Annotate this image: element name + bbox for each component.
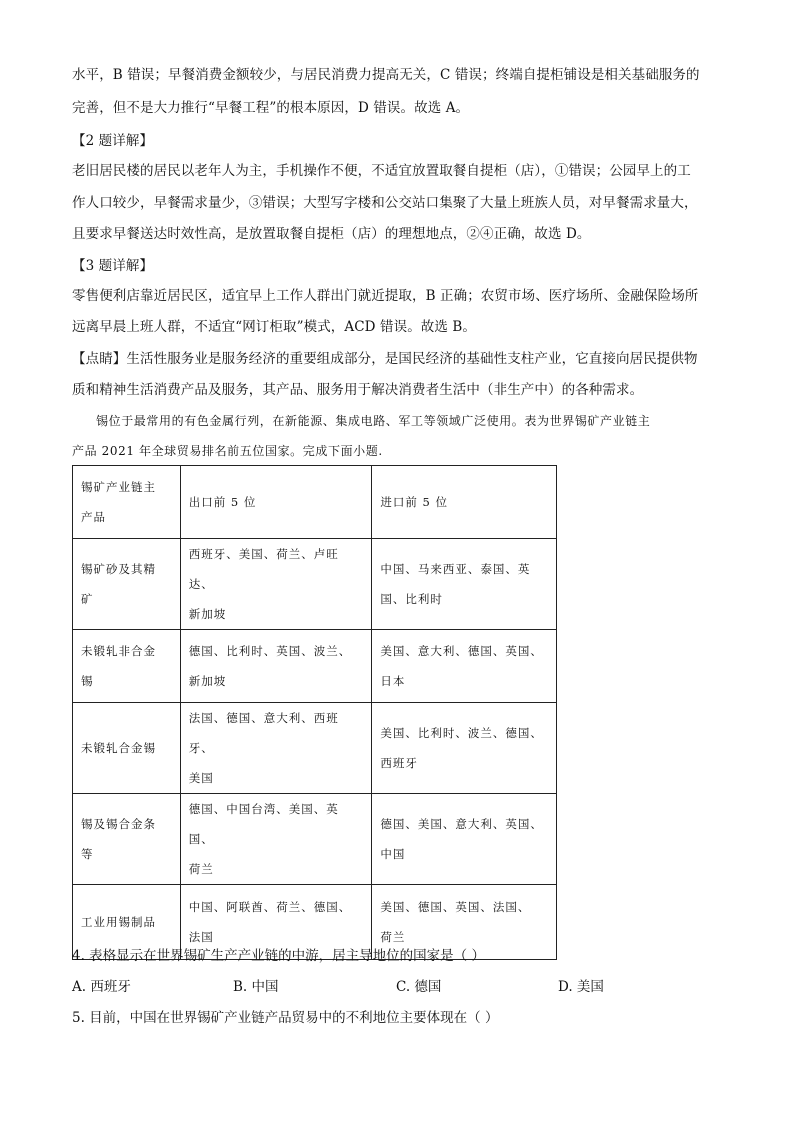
table-header-cell: 出口前 5 位 [180, 466, 372, 539]
export-cell [180, 794, 372, 885]
intro-line: 锡位于最常用的有色金属行列，在新能源、集成电路、军工等领域广泛使用。表为世界锡矿产业链主 [96, 414, 651, 428]
cell-line: 等 [81, 847, 94, 861]
question-4-options [72, 972, 632, 1002]
cell-line: 法国、德国、意大利、西班牙、 [188, 711, 339, 755]
table-header-row [73, 466, 557, 539]
cell-line: 锡矿砂及其精 [81, 562, 156, 576]
table-header-cell [73, 466, 181, 539]
cell-line: 新加坡 [188, 607, 227, 621]
cell-line: 中国、阿联酋、荷兰、德国、 [188, 900, 352, 914]
cell-line: 荷兰 [380, 930, 406, 944]
paragraph-line: 水平，B 错误；早餐消费金额较少，与居民消费力提高无关，C 错误；终端自提柜铺设是相关基础服务的 [72, 67, 700, 83]
cell-line: 西班牙、美国、荷兰、卢旺达、 [188, 547, 339, 591]
option-b[interactable]: B. 中国 [233, 979, 279, 995]
cell-line: 美国 [188, 771, 214, 785]
table-row [73, 539, 557, 630]
section-heading-q2: 【2 题详解】 [72, 133, 154, 149]
product-cell [73, 539, 181, 630]
cell-line: 中国、马来西亚、泰国、英 [380, 562, 531, 576]
cell-line: 荷兰 [188, 862, 214, 876]
question-5: 5. 目前，中国在世界锡矿产业链产品贸易中的不利地位主要体现在（ ） [72, 1010, 499, 1026]
cell-line: 中国 [380, 847, 406, 861]
option-d[interactable]: D. 美国 [558, 979, 604, 995]
product-cell: 未锻轧合金锡 [73, 703, 181, 794]
cell-line: 国、比利时 [380, 592, 443, 606]
section-heading-q3: 【3 题详解】 [72, 258, 154, 274]
export-cell [180, 630, 372, 703]
paragraph-line: 远离早晨上班人群，不适宜“网订柜取”模式，ACD 错误。故选 B。 [72, 319, 477, 335]
cell-line: 新加坡 [188, 674, 227, 688]
import-cell [372, 630, 557, 703]
product-cell: 工业用锡制品 [73, 885, 181, 960]
cell-line: 德国、中国台湾、美国、英国、 [188, 802, 339, 846]
product-cell [73, 630, 181, 703]
cell-line: 德国、美国、意大利、英国、 [380, 817, 543, 831]
cell-line: 锡及锡合金条 [81, 817, 156, 831]
table-row [73, 794, 557, 885]
cell-line: 法国 [188, 930, 214, 944]
import-cell [372, 539, 557, 630]
question-4: 4. 表格显示在世界锡矿生产产业链的中游，居主导地位的国家是（ ） [72, 948, 485, 964]
option-a[interactable]: A. 西班牙 [72, 979, 131, 995]
table-row [73, 630, 557, 703]
paragraph-line: 且要求早餐送达时效性高，是放置取餐自提柜（店）的理想地点，②④正确，故选 D。 [72, 226, 591, 242]
import-cell [372, 703, 557, 794]
intro-line: 产品 2021 年全球贸易排名前五位国家。完成下面小题. [72, 444, 383, 458]
option-c[interactable]: C. 德国 [396, 979, 442, 995]
cell-line: 锡 [81, 674, 94, 688]
key-point-line: 质和精神生活消费产品及服务，其产品、服务用于解决消费者生活中（非生产中）的各种需求。 [72, 382, 644, 398]
export-cell [180, 703, 372, 794]
paragraph-line: 作人口较少，早餐需求量少，③错误；大型写字楼和公交站口集聚了大量上班族人员，对早餐需求量大， [72, 195, 698, 211]
cell-line: 德国、比利时、英国、波兰、 [188, 644, 352, 658]
table-header-cell: 进口前 5 位 [372, 466, 557, 539]
paragraph-line: 完善，但不是大力推行“早餐工程”的根本原因，D 错误。故选 A。 [72, 100, 470, 116]
cell-line: 西班牙 [380, 756, 418, 770]
tin-trade-table [72, 465, 557, 960]
header-product-line2: 产品 [81, 510, 106, 524]
cell-line: 日本 [380, 674, 406, 688]
paragraph-line: 零售便利店靠近居民区，适宜早上工作人群出门就近提取，B 正确；农贸市场、医疗场所、金融保险场所 [72, 288, 699, 304]
cell-line: 美国、意大利、德国、英国、 [380, 644, 543, 658]
paragraph-line: 老旧居民楼的居民以老年人为主，手机操作不便，不适宜放置取餐自提柜（店），①错误；公园早上的工 [72, 163, 691, 179]
cell-line: 未锻轧非合金 [81, 644, 156, 658]
export-cell [180, 539, 372, 630]
cell-line: 矿 [81, 592, 94, 606]
import-cell [372, 794, 557, 885]
table-row [73, 703, 557, 794]
cell-line: 美国、德国、英国、法国、 [380, 900, 531, 914]
product-cell [73, 794, 181, 885]
key-point-line: 【点睛】生活性服务业是服务经济的重要组成部分，是国民经济的基础性支柱产业，它直接向居民提供物 [72, 351, 698, 367]
cell-line: 美国、比利时、波兰、德国、 [380, 726, 543, 740]
header-product-line1: 锡矿产业链主 [81, 480, 156, 494]
